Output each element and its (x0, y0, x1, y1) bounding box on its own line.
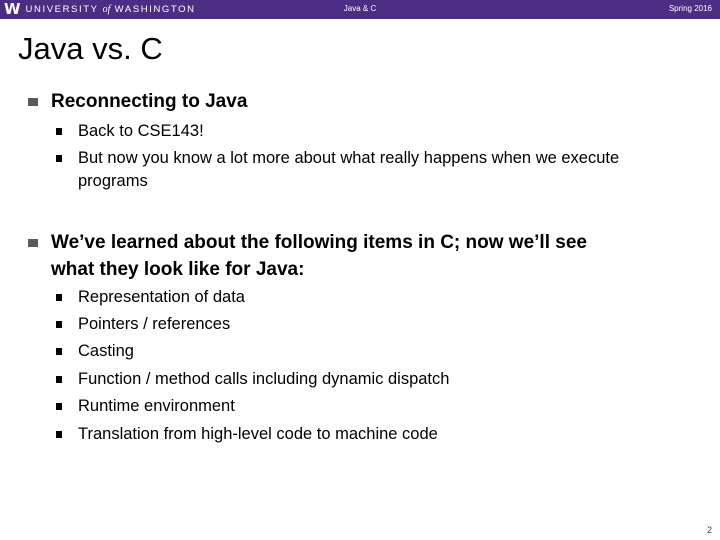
sub-bullet-text: Runtime environment (78, 397, 235, 415)
slide-number: 2 (706, 525, 712, 535)
square-bullet-icon (56, 376, 62, 383)
sub-bullet-text: Representation of data (78, 288, 245, 306)
square-bullet-icon (56, 294, 62, 301)
sub-bullet-text: programs (78, 172, 148, 190)
square-bullet-icon (56, 128, 62, 135)
bullet-text-line1: We’ve learned about the following items in C; now we’ll see (51, 232, 587, 253)
bullet-marker-icon (28, 98, 38, 106)
bullet-text: Reconnecting to Java (51, 91, 248, 112)
logo-of: of (102, 4, 111, 15)
sub-bullet-text: Function / method calls including dynamic dispatch (78, 370, 450, 388)
course-name: Java & C (343, 4, 377, 13)
bullet-marker-icon (28, 239, 38, 247)
slide-title: Java vs. C (18, 31, 163, 66)
sub-bullet-text: Translation from high-level code to machine code (78, 425, 438, 443)
header-bar (0, 0, 720, 19)
sub-bullet-text: But now you know a lot more about what really happens when we execute (78, 149, 620, 167)
sub-bullet-text: Casting (78, 342, 134, 360)
square-bullet-icon (56, 403, 62, 410)
square-bullet-icon (56, 321, 62, 328)
sub-bullet-text: Pointers / references (78, 315, 231, 333)
square-bullet-icon (56, 155, 62, 162)
logo-university: UNIVERSITY (25, 4, 99, 15)
sub-bullet-text: Back to CSE143! (78, 122, 204, 140)
logo-washington: WASHINGTON (114, 4, 196, 15)
bullet-text-line2: what they look like for Java: (51, 259, 305, 280)
uw-w-icon: W (4, 0, 20, 18)
square-bullet-icon (56, 431, 62, 438)
term-label: Spring 2016 (668, 4, 712, 13)
square-bullet-icon (56, 348, 62, 355)
